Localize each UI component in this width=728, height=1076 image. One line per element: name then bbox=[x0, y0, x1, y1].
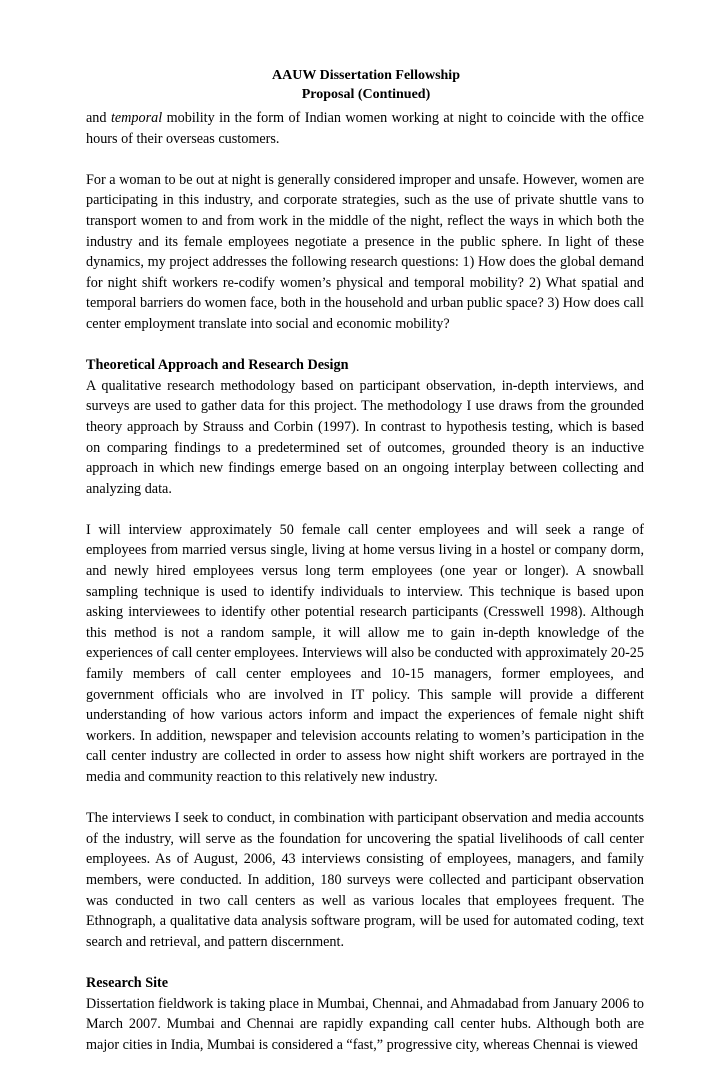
p1-lead: and bbox=[86, 110, 111, 126]
paragraph-interviews: I will interview approximately 50 female call center employees and will seek a range of employees from married versus single, living at home versus living in a hostel or company dorm, and newly hired employees versus long term employees (one year or longer). A snowball sampling technique is used to identify individuals to interview. This technique is based upon asking interviewees to identify other potential research participants (Cresswell 1998). Although this method is not a random sample, it will allow me to gain in-depth knowledge of the experiences of call center employees. Interviews will also be conducted with approximately 20-25 family members of call center employees and 10-15 managers, former employees, and government officials who are involved in IT policy. This sample will provide a different understanding of how various actors inform and impact the experiences of female night shift workers. In addition, newspaper and television accounts relating to women’s participation in the call center industry are collected in order to assess how night shift workers are portrayed in the media and community reaction to this relatively new industry. bbox=[86, 521, 644, 785]
paragraph-data-analysis: The interviews I seek to conduct, in combination with participant observation and media accounts of the industry, will serve as the foundation for uncovering the spatial livelihoods of call center employees. As of August, 2006, 43 interviews consisting of employees, managers, and family members, were conducted. In addition, 180 surveys were collected and participant observation was conducted in two call centers as well as various locales that employees frequent. The Ethnograph, a qualitative data analysis software program, will be used for automated coding, text search and retrieval, and pattern discernment. bbox=[86, 810, 644, 950]
p1-italic: temporal bbox=[110, 110, 163, 126]
p1-rest: mobility in the form of Indian women working at night to coincide with the office hours of their overseas customers. bbox=[86, 110, 644, 147]
section-heading: Theoretical Approach and Research Design bbox=[86, 357, 349, 374]
section-text: Dissertation fieldwork is taking place in Mumbai, Chennai, and Ahmadabad from January 2006 to March 2007. Mumbai and Chennai are rapidly expanding call center hubs. Although both are major cities in India, Mumbai is considered a “fast,” progressive city, whereas Chennai is viewed bbox=[86, 995, 644, 1053]
paragraph-continued bbox=[86, 108, 644, 149]
section-theoretical-approach bbox=[86, 355, 644, 499]
document-body bbox=[86, 108, 644, 1076]
header-subtitle: Proposal (Continued) bbox=[301, 87, 431, 102]
document-header bbox=[0, 66, 728, 104]
section-heading: Research Site bbox=[86, 974, 169, 991]
section-text: A qualitative research methodology based on participant observation, in-depth interviews, and surveys are used to gather data for this project. The methodology I use draws from the grounded theory approach by Strauss and Corbin (1997). In contrast to hypothesis testing, which is based on comparing findings to a predetermined set of outcomes, grounded theory is an inductive approach in which new findings emerge based on an ongoing interplay between collecting and analyzing data. bbox=[86, 377, 644, 497]
section-research-site bbox=[86, 973, 644, 1055]
paragraph-research-questions: For a woman to be out at night is generally considered improper and unsafe. However, women are participating in this industry, and corporate strategies, such as the use of private shuttle vans to transport women to and from work in the middle of the night, reflect the ways in which both the industry and its female employees negotiate a presence in the public sphere. In light of these dynamics, my project addresses the following research questions: 1) How does the global demand for night shift workers re-codify women’s physical and temporal mobility? 2) What spatial and temporal barriers do women face, both in the household and urban public space? 3) How does call center employment translate into social and economic mobility? bbox=[86, 171, 644, 332]
header-title: AAUW Dissertation Fellowship bbox=[272, 68, 460, 83]
